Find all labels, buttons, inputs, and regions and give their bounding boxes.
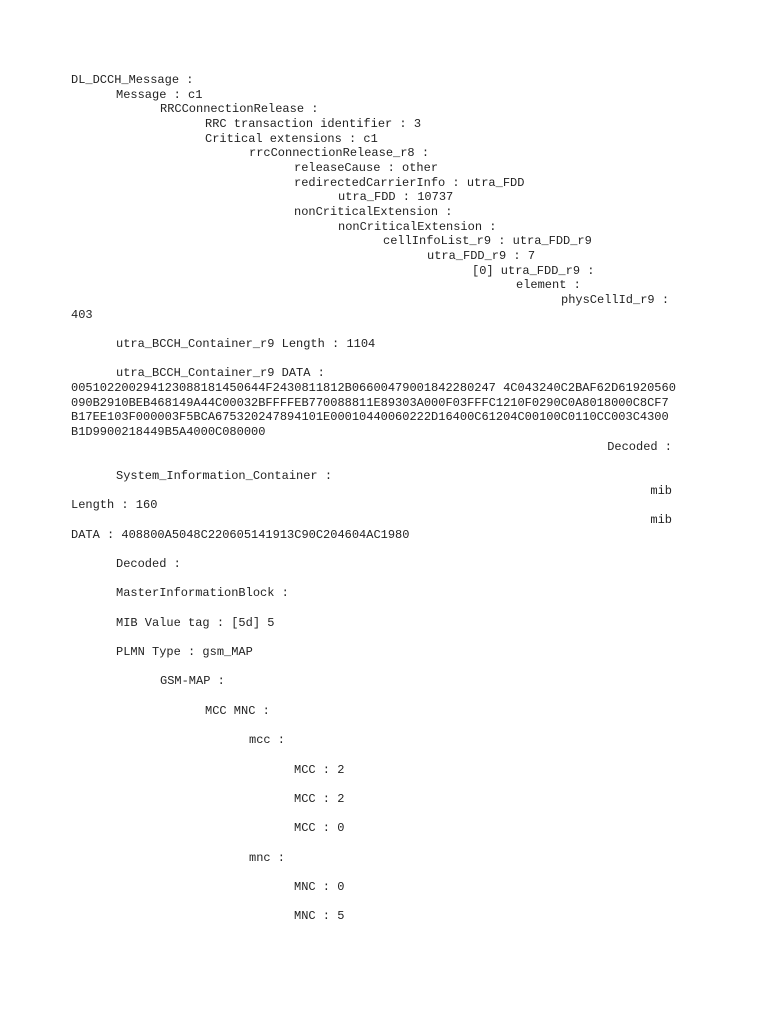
element-line: element : [516,278,581,292]
dl-dcch-message-heading: DL_DCCH_Message : [71,73,194,87]
mnc-label: mnc : [249,851,286,865]
container-length-line: utra_BCCH_Container_r9 Length : 1104 [116,337,376,351]
mnc-digit-1: MNC : 0 [294,880,345,894]
mcc-digit-1: MCC : 2 [294,763,345,777]
phys-cell-id-value: 403 [71,308,93,322]
master-information-block-line: MasterInformationBlock : [116,586,289,600]
mnc-digit-2: MNC : 5 [294,909,345,923]
container-decoded-label: Decoded : [607,440,672,454]
mcc-label: mcc : [249,733,286,747]
gsm-map-line: GSM-MAP : [160,674,225,688]
mib-label-2: mib [650,513,672,527]
system-info-length-line: Length : 160 [71,498,158,512]
mcc-digit-2: MCC : 2 [294,792,345,806]
critical-extensions-line: Critical extensions : c1 [205,132,378,146]
rrc-connection-release-r8-line: rrcConnectionRelease_r8 : [249,146,430,160]
list-item-0-line: [0] utra_FDD_r9 : [472,264,595,278]
system-info-decoded-label: Decoded : [116,557,181,571]
rrc-connection-release-line: RRCConnectionRelease : [160,102,319,116]
message-line: Message : c1 [116,88,203,102]
mib-value-tag-line: MIB Value tag : [5d] 5 [116,616,275,630]
redirected-carrier-info-line: redirectedCarrierInfo : utra_FDD [294,176,525,190]
mcc-mnc-line: MCC MNC : [205,704,270,718]
phys-cell-id-label: physCellId_r9 : [561,293,670,307]
container-data-label: utra_BCCH_Container_r9 DATA : [116,366,325,380]
nested-non-critical-extension-line: nonCriticalExtension : [338,220,497,234]
release-cause-line: releaseCause : other [294,161,439,175]
mcc-digit-3: MCC : 0 [294,821,345,835]
container-data-hex-line-1: 005102200294123088181450644F2430811812B06600479001842280247 4C043240C2BAF62D61920560 [71,381,676,395]
utra-fdd-line: utra_FDD : 10737 [338,190,454,204]
cell-info-list-line: cellInfoList_r9 : utra_FDD_r9 [383,234,592,248]
container-data-hex-line-4: B1D9900218449B5A4000C080000 [71,425,266,439]
non-critical-extension-line: nonCriticalExtension : [294,205,453,219]
system-info-data-line: DATA : 408800A5048C220605141913C90C204604AC1980 [71,528,410,542]
container-data-hex-line-2: 090B2910BEB468149A44C00032BFFFFEB770088811E89303A000F03FFFC1210F0290C0A8018000C8CF7 [71,396,669,410]
plmn-type-line: PLMN Type : gsm_MAP [116,645,253,659]
mib-label-1: mib [650,484,672,498]
container-data-hex-line-3: B17EE103F000003F5BCA675320247894101E00010440060222D16400C61204C00100C0110CC003C4300 [71,410,669,424]
system-info-container-label: System_Information_Container : [116,469,333,483]
rrc-transaction-id-line: RRC transaction identifier : 3 [205,117,422,131]
utra-fdd-r9-line: utra_FDD_r9 : 7 [427,249,536,263]
